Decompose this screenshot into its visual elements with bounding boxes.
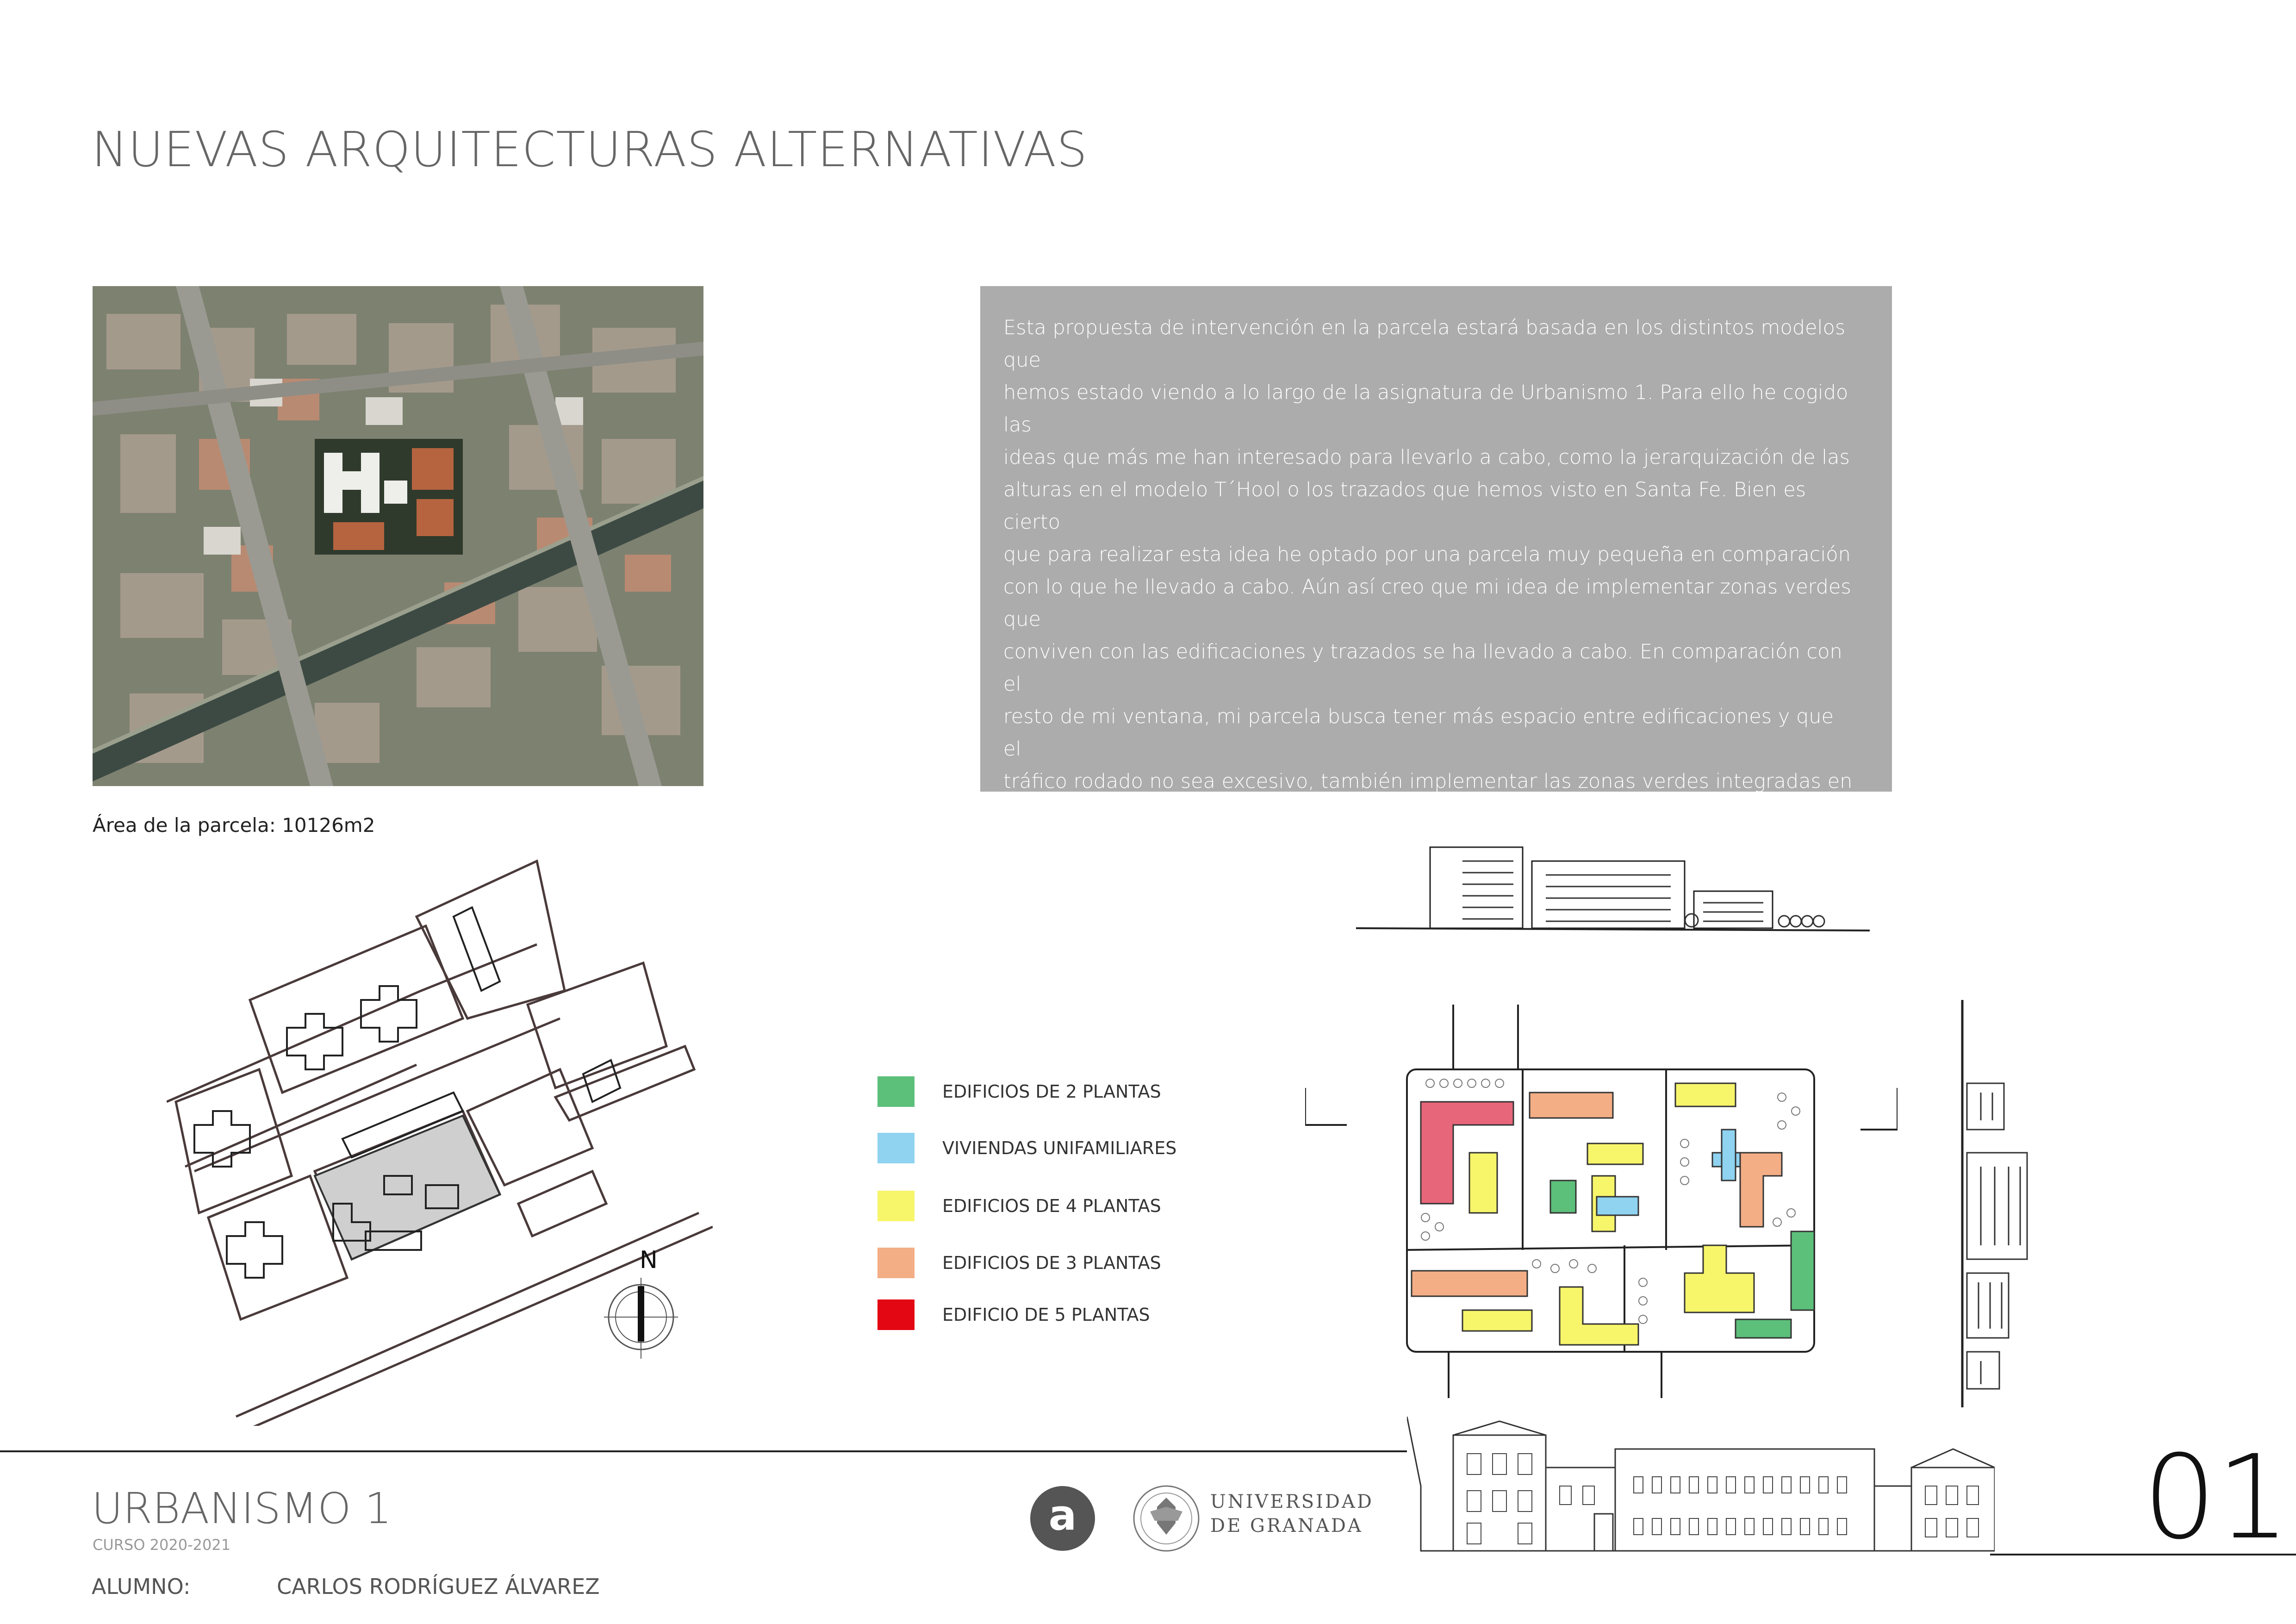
legend-swatch — [877, 1248, 915, 1278]
description-line: hemos estado viendo a lo largo de la asignatura de Urbanismo 1. Para ello he cogido las — [1003, 381, 1848, 437]
legend-item-5-plantas — [877, 1299, 1150, 1331]
page-title: NUEVAS ARQUITECTURAS ALTERNATIVAS — [92, 121, 1088, 178]
course-title: URBANISMO 1 — [92, 1484, 392, 1533]
legend-item-2-plantas — [877, 1075, 1161, 1108]
description-line: Esta propuesta de intervención en la parcela estará basada en los distintos modelos que — [1003, 316, 1846, 372]
description-line: que para realizar esta idea he optado por una parcela muy pequeña en comparación — [1003, 543, 1851, 566]
description-line: conviven con las edificaciones y trazados se ha llevado a cabo. En comparación con el — [1003, 640, 1842, 696]
legend-label: EDIFICIOS DE 4 PLANTAS — [942, 1196, 1161, 1216]
description-line: la parcela serian oficinas, otras zonas comerciales — [1003, 997, 1505, 1020]
north-label: N — [640, 1246, 658, 1274]
university-name — [1210, 1490, 1374, 1538]
legend-swatch — [877, 1076, 915, 1107]
colored-plan-sketch — [1305, 1005, 1898, 1398]
footer-divider — [0, 1450, 1407, 1452]
description-line: alturas en el modelo T´Hool o los trazados que hemos visto en Santa Fe. Bien es cierto — [1003, 478, 1806, 534]
side-elevation-sketch — [1953, 1000, 2032, 1407]
elevation-sketch — [1356, 843, 1870, 944]
legend-swatch — [877, 1133, 915, 1163]
aerial-photo — [93, 286, 703, 786]
legend-label: VIVIENDAS UNIFAMILIARES — [942, 1138, 1177, 1158]
legend-item-4-plantas — [877, 1190, 1161, 1222]
description-line: y viviendas de dos plantas. — [1003, 1029, 1275, 1052]
course-year: CURSO 2020-2021 — [93, 1536, 231, 1554]
description-line: contacto más cercano con la naturaleza. de esta manera la naturaleza nace de forma — [1003, 867, 1794, 923]
page-number: 01 — [2143, 1430, 2290, 1565]
university-line1: UNIVERSIDAD — [1210, 1491, 1374, 1512]
university-building-drawing — [1407, 1417, 1995, 1555]
student-name: CARLOS RODRÍGUEZ ÁLVAREZ — [277, 1574, 600, 1599]
description-box — [980, 286, 1892, 1052]
description-line: ideas que más me han interesado para llevarlo a cabo, como la jerarquización de las — [1003, 446, 1850, 469]
student-label: ALUMNO: — [92, 1574, 191, 1599]
legend-label: EDIFICIOS DE 3 PLANTAS — [942, 1253, 1161, 1273]
legend-label: EDIFICIOS DE 2 PLANTAS — [942, 1081, 1161, 1102]
legend-swatch — [877, 1299, 915, 1330]
description-line: tráfico rodado no sea excesivo, también implementar las zonas verdes integradas en la — [1003, 770, 1853, 825]
description-line: irregular y no quedando parcelada. Por último, añadir que la mayoria de los edificios de — [1003, 932, 1847, 987]
legend-label: EDIFICIO DE 5 PLANTAS — [942, 1305, 1150, 1325]
description-line: misma parcela y no crear unicamente parques a los que habría que ir para tener un — [1003, 835, 1841, 858]
university-line2: DE GRANADA — [1210, 1515, 1363, 1537]
parcel-area-label: Área de la parcela: 10126m2 — [93, 814, 375, 837]
legend-swatch — [877, 1191, 915, 1221]
a-logo-icon: a — [1030, 1486, 1095, 1551]
description-line: con lo que he llevado a cabo. Aún así creo que mi idea de implementar zonas verdes que — [1003, 575, 1851, 631]
legend-item-3-plantas — [877, 1247, 1161, 1279]
university-seal-icon — [1132, 1484, 1201, 1553]
description-line: resto de mi ventana, mi parcela busca tener más espacio entre edificaciones y que el — [1003, 705, 1834, 761]
legend-item-unifamiliares — [877, 1132, 1176, 1164]
